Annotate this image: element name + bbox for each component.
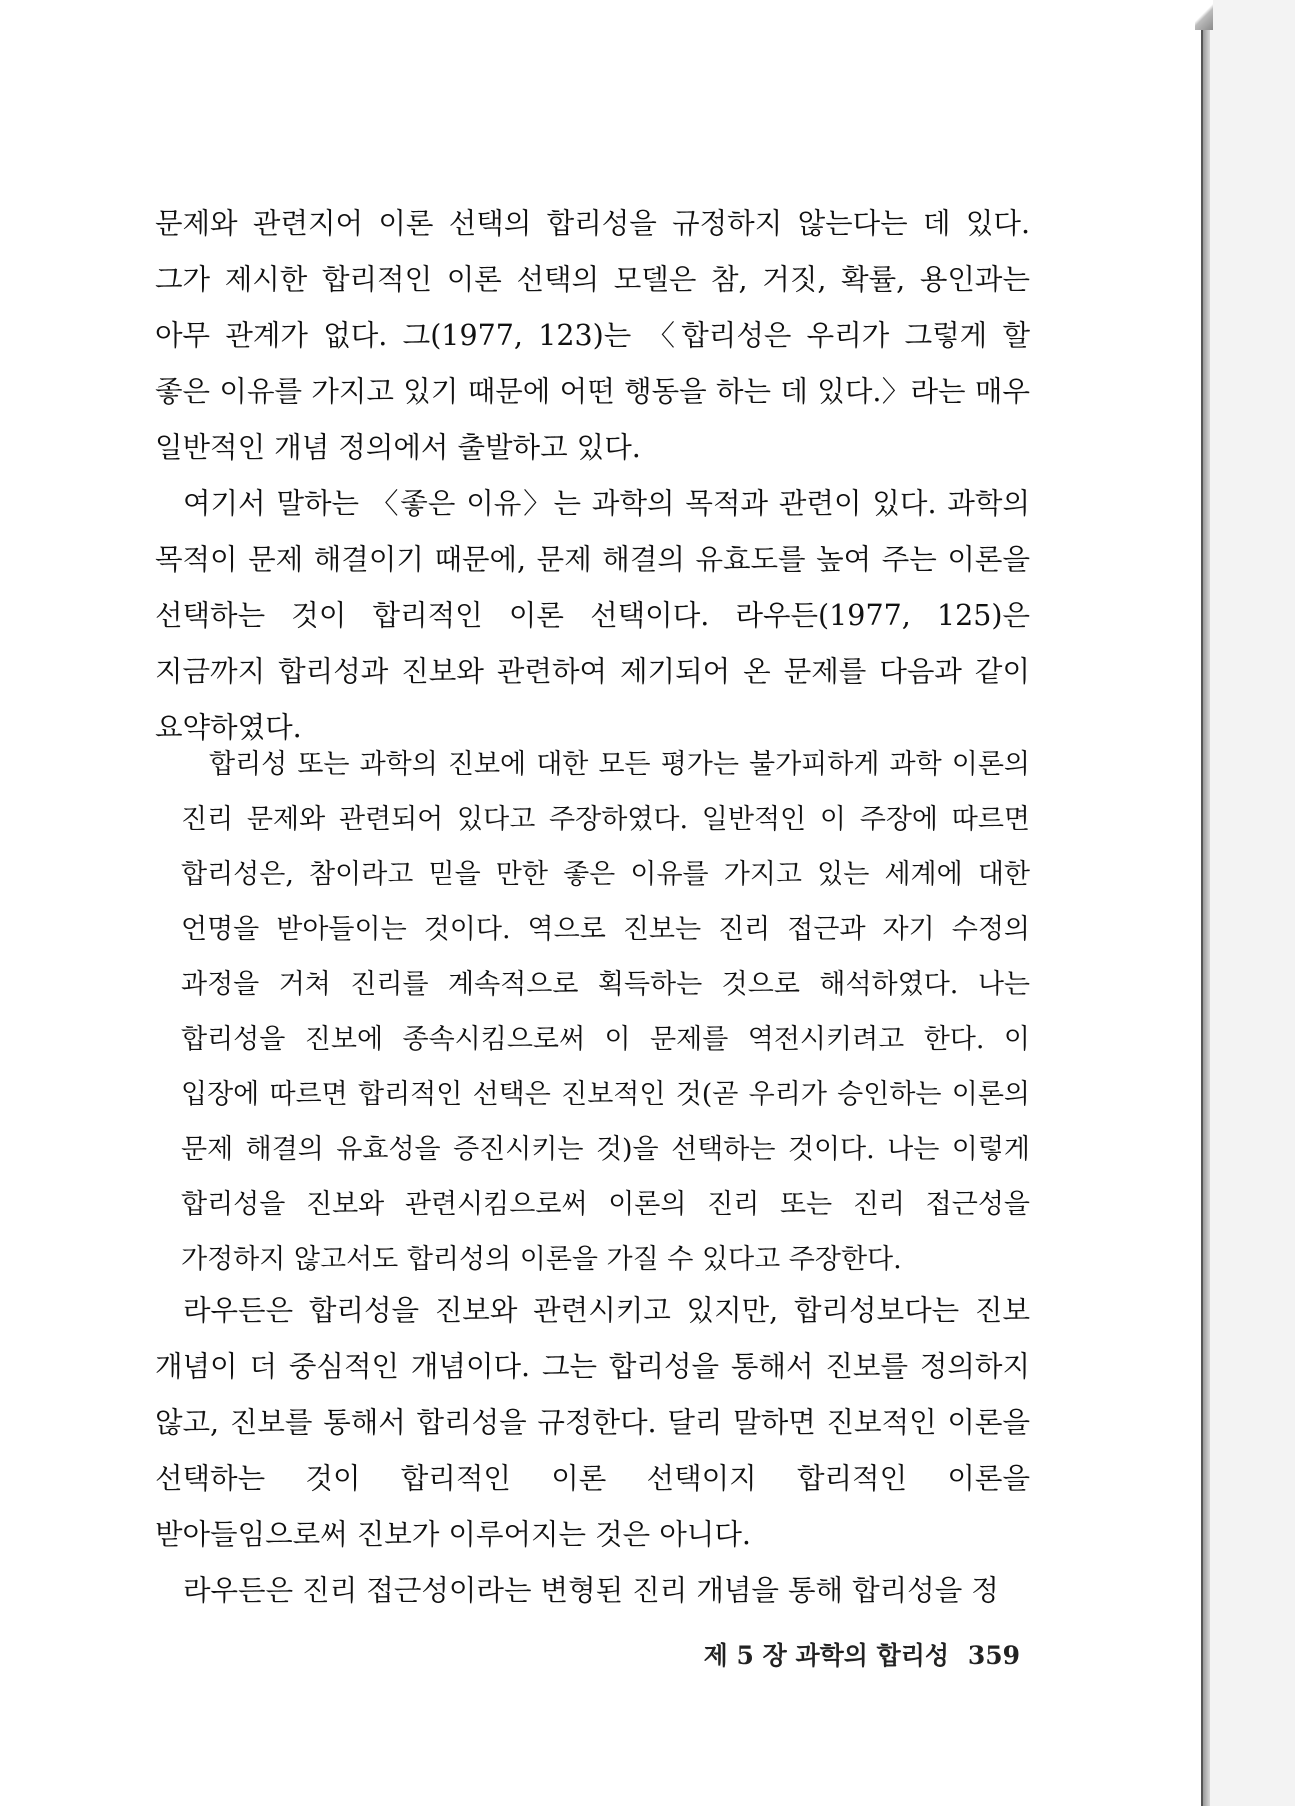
body-text-bottom [155, 1283, 1030, 1619]
running-footer [704, 1636, 1020, 1672]
chapter-title: 제 5 장 과학의 합리성 [703, 1641, 950, 1670]
paragraph-3: 라우든은 합리성을 진보와 관련시키고 있지만, 합리성보다는 진보 개념이 더 중심적인 개념이다. 그는 합리성을 통해서 진보를 정의하지 않고, 진보를 통해서 합리성을 규정한다. 달리 말하면 진보적인 이론을 선택하는 것이 합리적인 이론 선택이지 합리적인 이론을 받아들임으로써 진보가 이루어지는 것은 아니다. [155, 1294, 1030, 1551]
body-text-top [155, 196, 1030, 756]
paragraph-2: 여기서 말하는 〈좋은 이유〉는 과학의 목적과 관련이 있다. 과학의 목적이 문제 해결이기 때문에, 문제 해결의 유효도를 높여 주는 이론을 선택하는 것이 합리적인 이론 선택이다. 라우든(1977, 125)은 지금까지 합리성과 진보와 관련하여 제기되어 온 문제를 다음과 같이 요약하였다. [155, 487, 1030, 744]
page-number: 359 [967, 1641, 1020, 1670]
paragraph-4: 라우든은 진리 접근성이라는 변형된 진리 개념을 통해 합리성을 정 [183, 1574, 999, 1607]
page-edge-shadow [1203, 0, 1210, 1806]
block-quote [181, 737, 1030, 1287]
page-curl-icon [1195, 0, 1213, 30]
quote-text: 합리성 또는 과학의 진보에 대한 모든 평가는 불가피하게 과학 이론의 진리 문제와 관련되어 있다고 주장하였다. 일반적인 이 주장에 따르면 합리성은, 참이라고 믿을 만한 좋은 이유를 가지고 있는 세계에 대한 언명을 받아들이는 것이다. 역으로 진보는 진리 접근과 자기 수정의 과정을 거쳐 진리를 계속적으로 획득하는 것으로 해석하였다. 나는 합리성을 진보에 종속시킴으로써 이 문제를 역전시키려고 한다. 이 입장에 따르면 합리적인 선택은 진보적인 것(곧 우리가 승인하는 이론의 문제 해결의 유효성을 증진시키는 것)을 선택하는 것이다. 나는 이렇게 합리성을 진보와 관련시킴으로써 이론의 진리 또는 진리 접근성을 가정하지 않고서도 합리성의 이론을 가질 수 있다고 주장한다. [181, 749, 1030, 1275]
paragraph-1: 문제와 관련지어 이론 선택의 합리성을 규정하지 않는다는 데 있다. 그가 제시한 합리적인 이론 선택의 모델은 참, 거짓, 확률, 용인과는 아무 관계가 없다. 그(1977, 123)는 〈합리성은 우리가 그렇게 할 좋은 이유를 가지고 있기 때문에 어떤 행동을 하는 데 있다.〉라는 매우 일반적인 개념 정의에서 출발하고 있다. [155, 207, 1030, 464]
